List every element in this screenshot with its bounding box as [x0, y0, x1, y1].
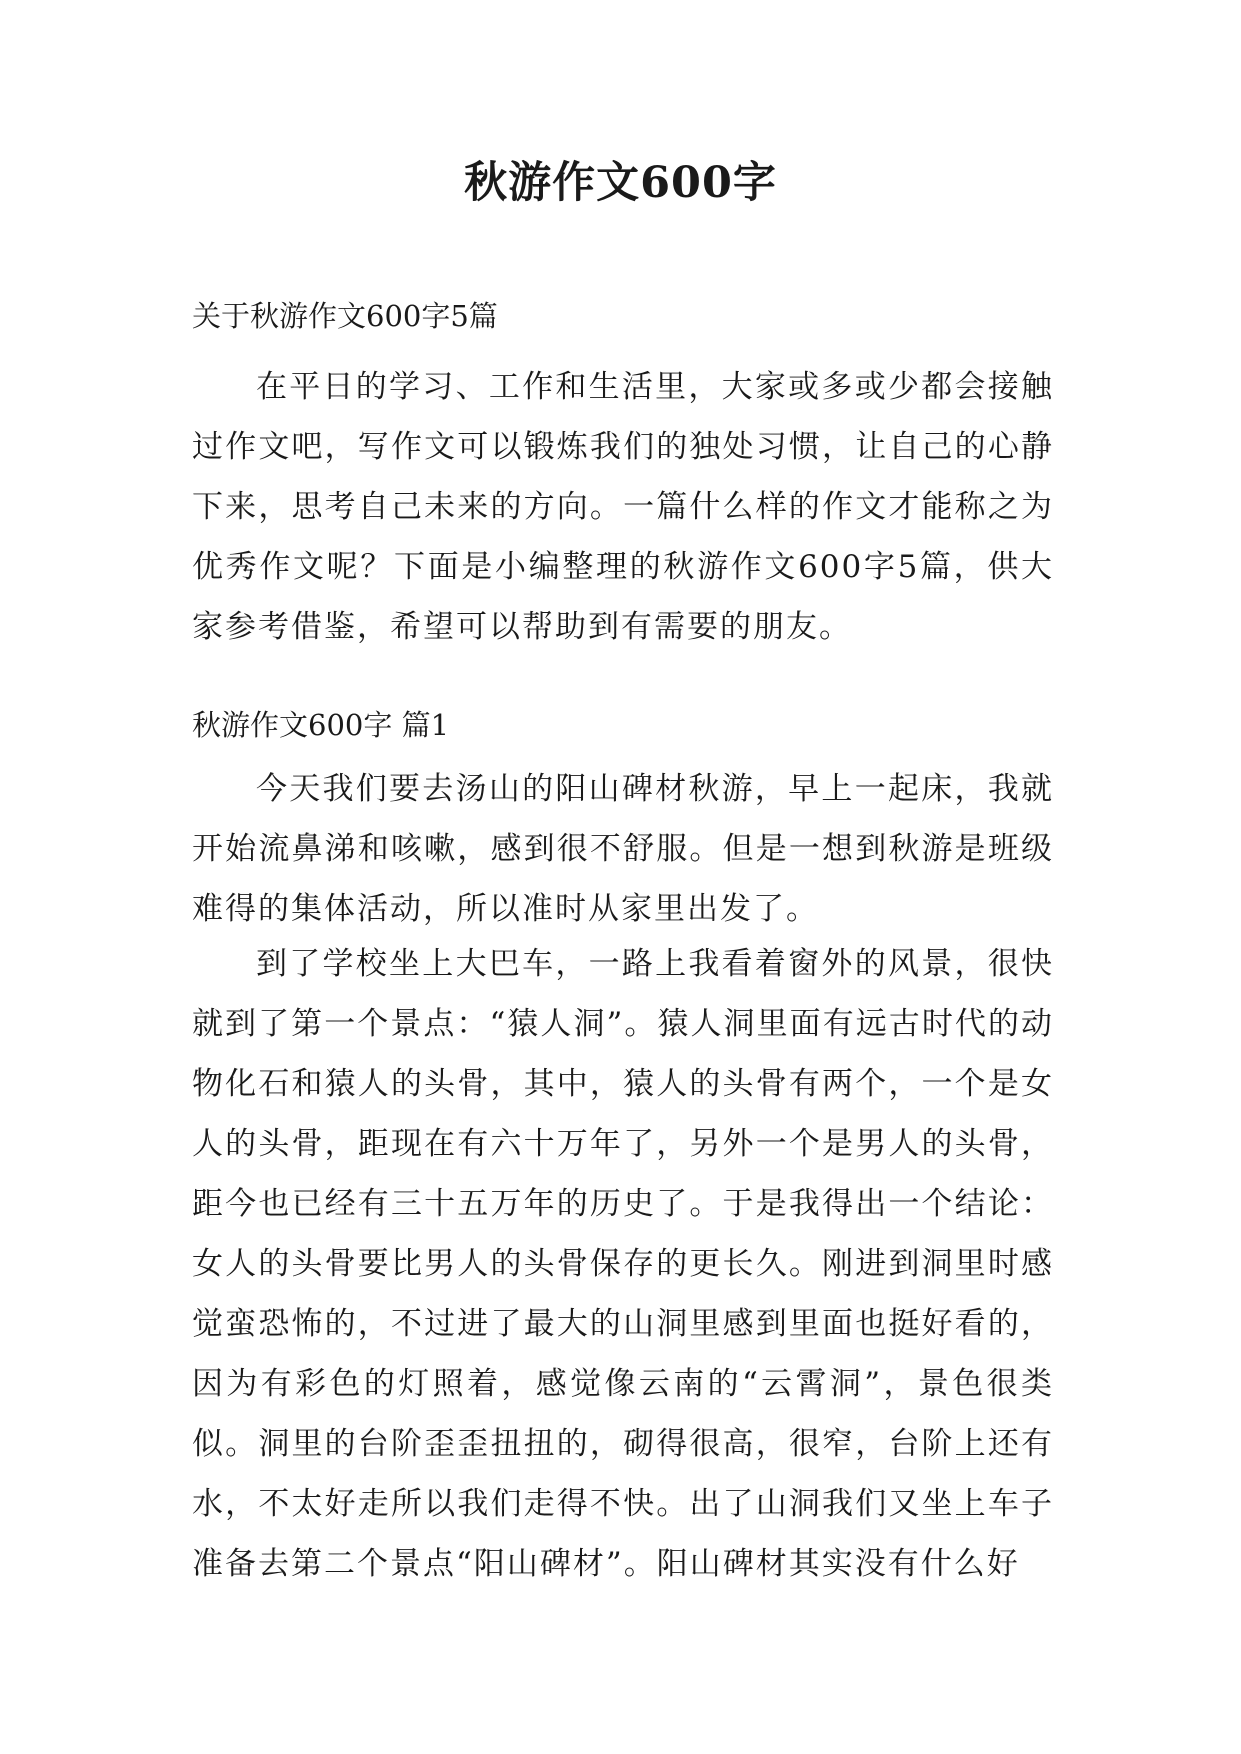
document-title: 秋游作文600字 [464, 158, 777, 208]
intro-paragraph: 在平日的学习、工作和生活里，大家或多或少都会接触过作文吧，写作文可以锻炼我们的独处习惯，让自己的心静下来，思考自己未来的方向。一篇什么样的作文才能称之为优秀作文呢？下面是小编整理的秋游作文600字5篇，供大家参考借鉴，希望可以帮助到有需要的朋友。 [192, 369, 1054, 645]
body-paragraph-2: 到了学校坐上大巴车，一路上我看着窗外的风景，很快就到了第一个景点：“猿人洞”。猿人洞里面有远古时代的动物化石和猿人的头骨，其中，猿人的头骨有两个，一个是女人的头骨，距现在有六十万年了，另外一个是男人的头骨，距今也已经有三十五万年的历史了。于是我得出一个结论：女人的头骨要比男人的头骨保存的更长久。刚进到洞里时感觉蛮恐怖的，不过进了最大的山洞里感到里面也挺好看的，因为有彩色的灯照着，感觉像云南的“云霄洞”，景色很类似。洞里的台阶歪歪扭扭的，砌得很高，很窄，台阶上还有水，不太好走所以我们走得不快。出了山洞我们又坐上车子准备去第二个景点“阳山碑材”。阳山碑材其实没有什么好 [192, 946, 1054, 1582]
section-heading: 秋游作文600字 篇1 [192, 708, 450, 742]
document-subtitle: 关于秋游作文600字5篇 [192, 299, 498, 333]
body-paragraph-1: 今天我们要去汤山的阳山碑材秋游，早上一起床，我就开始流鼻涕和咳嗽，感到很不舒服。但是一想到秋游是班级难得的集体活动，所以准时从家里出发了。 [192, 771, 1054, 927]
